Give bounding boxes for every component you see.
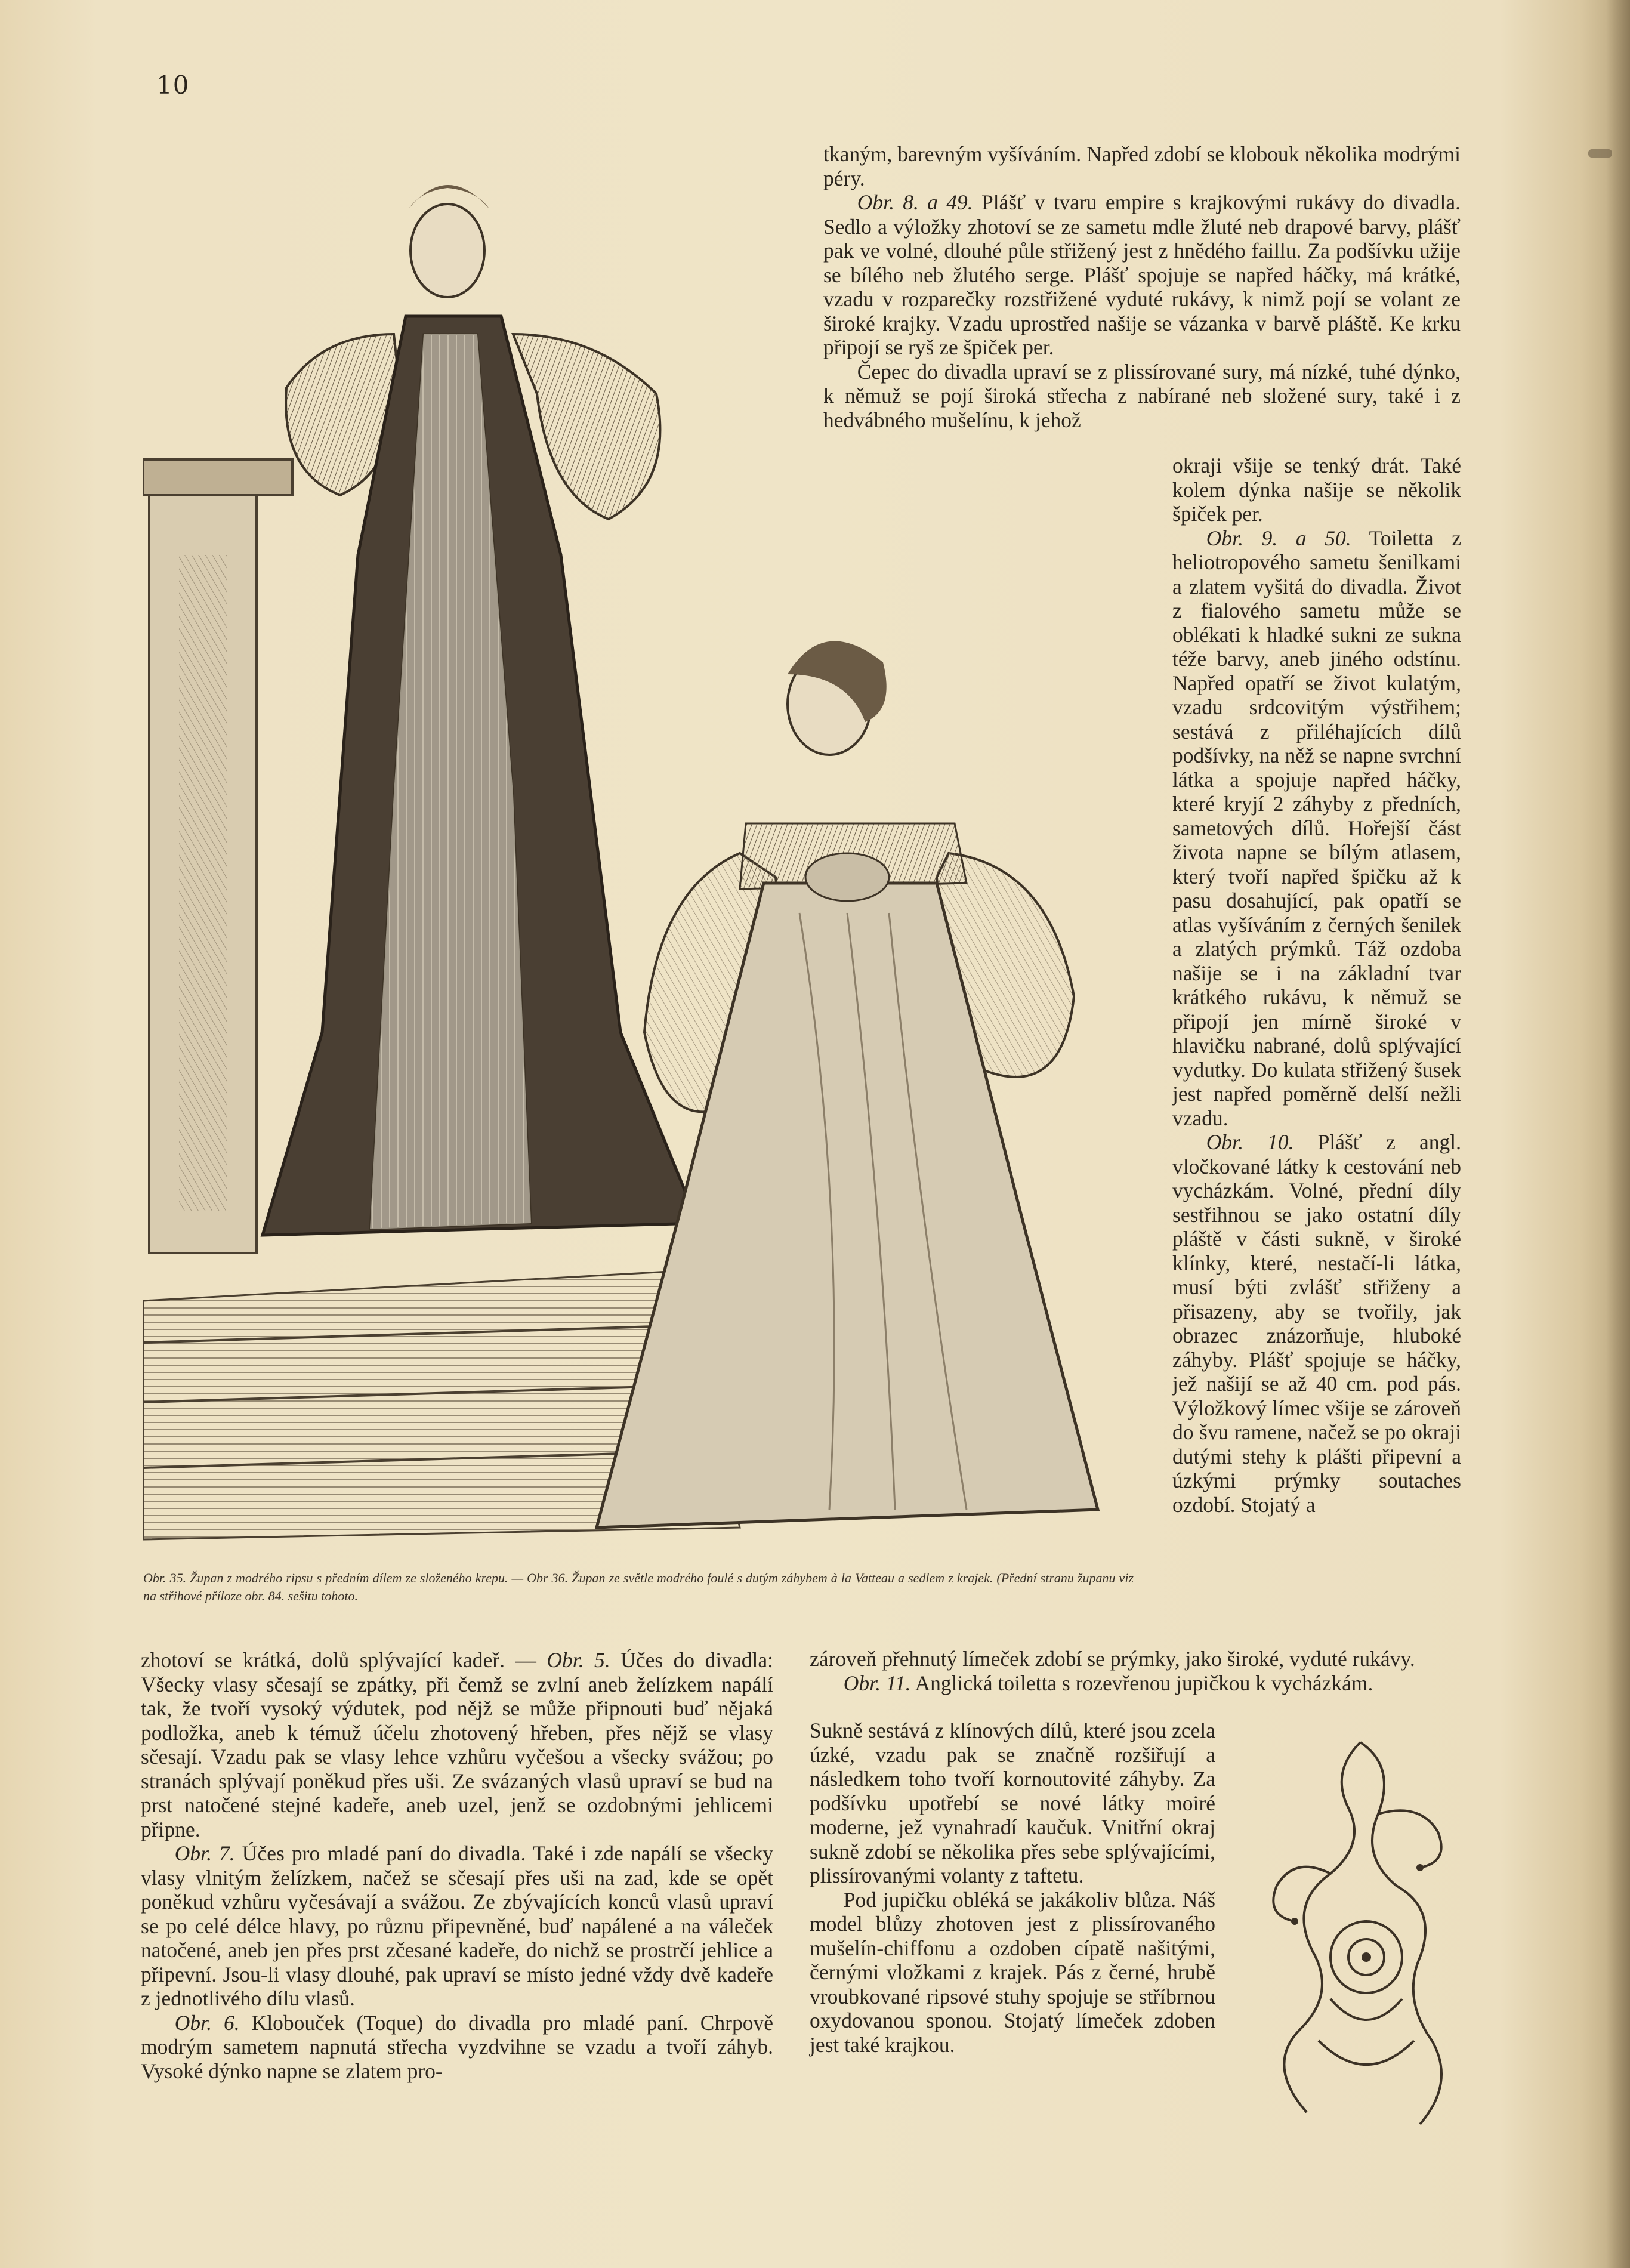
paragraph-text: zároveň přehnutý límeček zdobí se prýmky, jako široké, vyduté rukávy. [810, 1647, 1415, 1671]
paragraph [823, 360, 1461, 433]
figure-reference: Obr. 9. a 50. [1206, 526, 1351, 550]
paragraph-text: Sukně sestává z klínových dílů, které jsou zcela úzké, vzadu pak se značně rozšiřují a následkem toho tvoří kornoutovité záhyby. Za podšívku upotřebí se nové látky moiré moderne, jež vynahradí kaučuk. Vnitřní okraj sukně zdobí se několika přes sebe splývajícími, plissírovanými volanty z taftetu. [810, 1718, 1215, 1887]
column-right-bottom-narrow [810, 1718, 1215, 2057]
figure-reference: Obr. 10. [1206, 1130, 1294, 1154]
paragraph [141, 1648, 773, 1841]
paragraph-text: Účes do divadla: Všecky vlasy sčesají se zpátky, při čemž se zvlní aneb želízkem napálí tak, že tvoří vysoký výdutek, pod nějž se může připnouti buď nějaká podložka, aneb k témuž účelu zhotovený hřeben, přes nějž se vlasy sčesají. Vzadu pak se vlasy lehce vzhůru vyčešou a všecky svážou; po stranách splývají poněkud přes uši. Ze svázaných vlasů upraví se bud na prst natočené stejné kadeře, aneb uzel, jenž se ozdobnými jehlicemi připne. [141, 1648, 773, 1841]
illustration-caption: Obr. 35. Župan z modrého ripsu s předním dílem ze složeného krepu. — Obr 36. Župan ze světle modrého foulé s dutým záhybem à la Vatteau a sedlem z krajek. (Přední stranu županu viz na střihové příloze obr. 84. sešitu tohoto. [143, 1570, 1134, 1603]
paragraph-text: tkaným, barevným vyšíváním. Napřed zdobí se klobouk několika modrými péry. [823, 142, 1461, 190]
column-right-bottom [810, 1647, 1454, 1695]
paragraph [1172, 1130, 1461, 1517]
figure-reference: Obr. 11. [843, 1671, 911, 1695]
paragraph [823, 142, 1461, 190]
ink-mark [1588, 149, 1612, 158]
paragraph [141, 2011, 773, 2084]
woman-1-head [410, 204, 484, 297]
paragraph-text: Pod jupičku obléká se jakákoliv blůza. Náš model blůzy zhotoven jest z plissírovaného mušelín-chiffonu a ozdoben cípatě našitými, černými vložkami z krajek. Pás z černé, hrubě vroubkované ripsové stuhy spojuje se stříbrnou oxydovanou sponou. Stojatý límeček zdoben jest také krajkou. [810, 1887, 1215, 2057]
page-edge-shadow [1606, 0, 1630, 2268]
paragraph [810, 1647, 1454, 1671]
column-left-bottom [141, 1648, 773, 2083]
paragraph-text: Účes pro mladé paní do divadla. Také i zde napálí se všecky vlasy vlnitým želízkem, načež se sčesají přes uši na zad, kde se opět poněkud vzhůru vyčesávají a svážou. Ze zbývajících konců vlasů upraví se po celé délce hlavy, po různu připevněné, buď napálené a na váleček natočené, aneb jen přes prst zčesané kadeře, do nichž se prostrčí jehlice a připevní. Jsou-li vlasy dlouhé, pak upraví se místo jedné vždy dvě kadeře z jednotlivého dílu vlasů. [141, 1841, 773, 2010]
woman-2-bow [805, 853, 889, 901]
paragraph [810, 1671, 1454, 1696]
paragraph [141, 1841, 773, 2011]
paragraph [1172, 526, 1461, 1131]
paragraph-text: zhotoví se krátká, dolů splývající kadeř. — [141, 1648, 547, 1672]
paragraph-text: Klobouček (Toque) do divadla pro mladé paní. Chrpově modrým sametem napnutá střecha vyzdvihne se vzadu a tvoří záhyb. Vysoké dýnko napne se zlatem pro- [141, 2010, 773, 2083]
paragraph-text: okraji všije se tenký drát. Také kolem dýnka našije se několik špiček per. [1172, 453, 1461, 526]
paragraph-text: Toiletta z heliotropového sametu šenilkami a zlatem vyšitá do divadla. Život z fialového sametu může se oblékati k hladké sukni ze sukna téže barvy, aneb jiného odstínu. Napřed opatří se život kulatým, vzadu srdcovitým výstřihem; sestává z přiléhajících dílů podšívky, na něž se napne svrchní látka a spojuje napřed háčky, které kryjí 2 záhyby z předních, sametových dílů. Hořejší část života napne se bílým atlasem, který tvoří napřed špičku až k pasu dosahující, pak opatří se atlas vyšíváním z černých šenilek a zlatých prýmků. Táž ozdoba našije se i na základní tvar krátkého rukávu, k němuž se připojí jen mírně široké v hlavičku nabrané, dolů splývající vydutky. Do kulata střižený šusek jest napřed poměrně delší nežli vzadu. [1172, 526, 1461, 1130]
paragraph [810, 1718, 1215, 1888]
paragraph-text: Plášť v tvaru empire s krajkovými rukávy do divadla. Sedlo a výložky zhotoví se ze sametu mdle žluté neb drapové barvy, plášť pak ve volné, dlouhé půle střižený jest z hnědého faillu. Za podšívku užije se bílého neb žlutého serge. Plášť spojuje se napřed háčky, má krátké, vzadu v rozparečky rozstřižené vyduté rukávy, k nimž pojí se volant ze široké krajky. Vzadu uprostřed našije se vázanka v barvě pláště. Ke krku připojí se ryš ze špiček per. [823, 190, 1461, 359]
figure-reference: Obr. 5. [547, 1648, 610, 1672]
figure-reference: Obr. 6. [174, 2010, 240, 2035]
decorative-vignette [1241, 1730, 1492, 2148]
column-right-middle [1172, 453, 1461, 1517]
paragraph-text: Čepec do divadla upraví se z plissírované sury, má nízké, tuhé dýnko, k němuž se pojí široká střecha z nabírané neb složené sury, také i z hedvábného mušelínu, k jehož [823, 359, 1461, 432]
page-number: 10 [156, 70, 190, 100]
figure-reference: Obr. 8. a 49. [857, 190, 973, 214]
paragraph [810, 1888, 1215, 2057]
paragraph [1172, 453, 1461, 526]
column-right-top [823, 142, 1461, 432]
figure-reference: Obr. 7. [174, 1841, 235, 1865]
paragraph-text: Anglická toiletta s rozevřenou jupičkou k vycházkám. [910, 1671, 1373, 1695]
paragraph [823, 190, 1461, 360]
paragraph-text: Plášť z angl. vločkované látky k cestování neb vycházkám. Volné, přední díly sestřihnou se jako ostatní díly pláště v části sukně, v široké klínky, které, nestačí-li látka, musí býti zvlášť střiženy a přisazeny, aby se tvořily, jak obrazec znázorňuje, hluboké záhyby. Plášť spojuje se háčky, jež našijí se až 40 cm. pod pás. Výložkový límec všije se zároveň do švu ramene, načež se po okraji dutými stehy k plášti připevní a úzkými prýmky soutaches ozdobí. Stojatý a [1172, 1130, 1461, 1517]
